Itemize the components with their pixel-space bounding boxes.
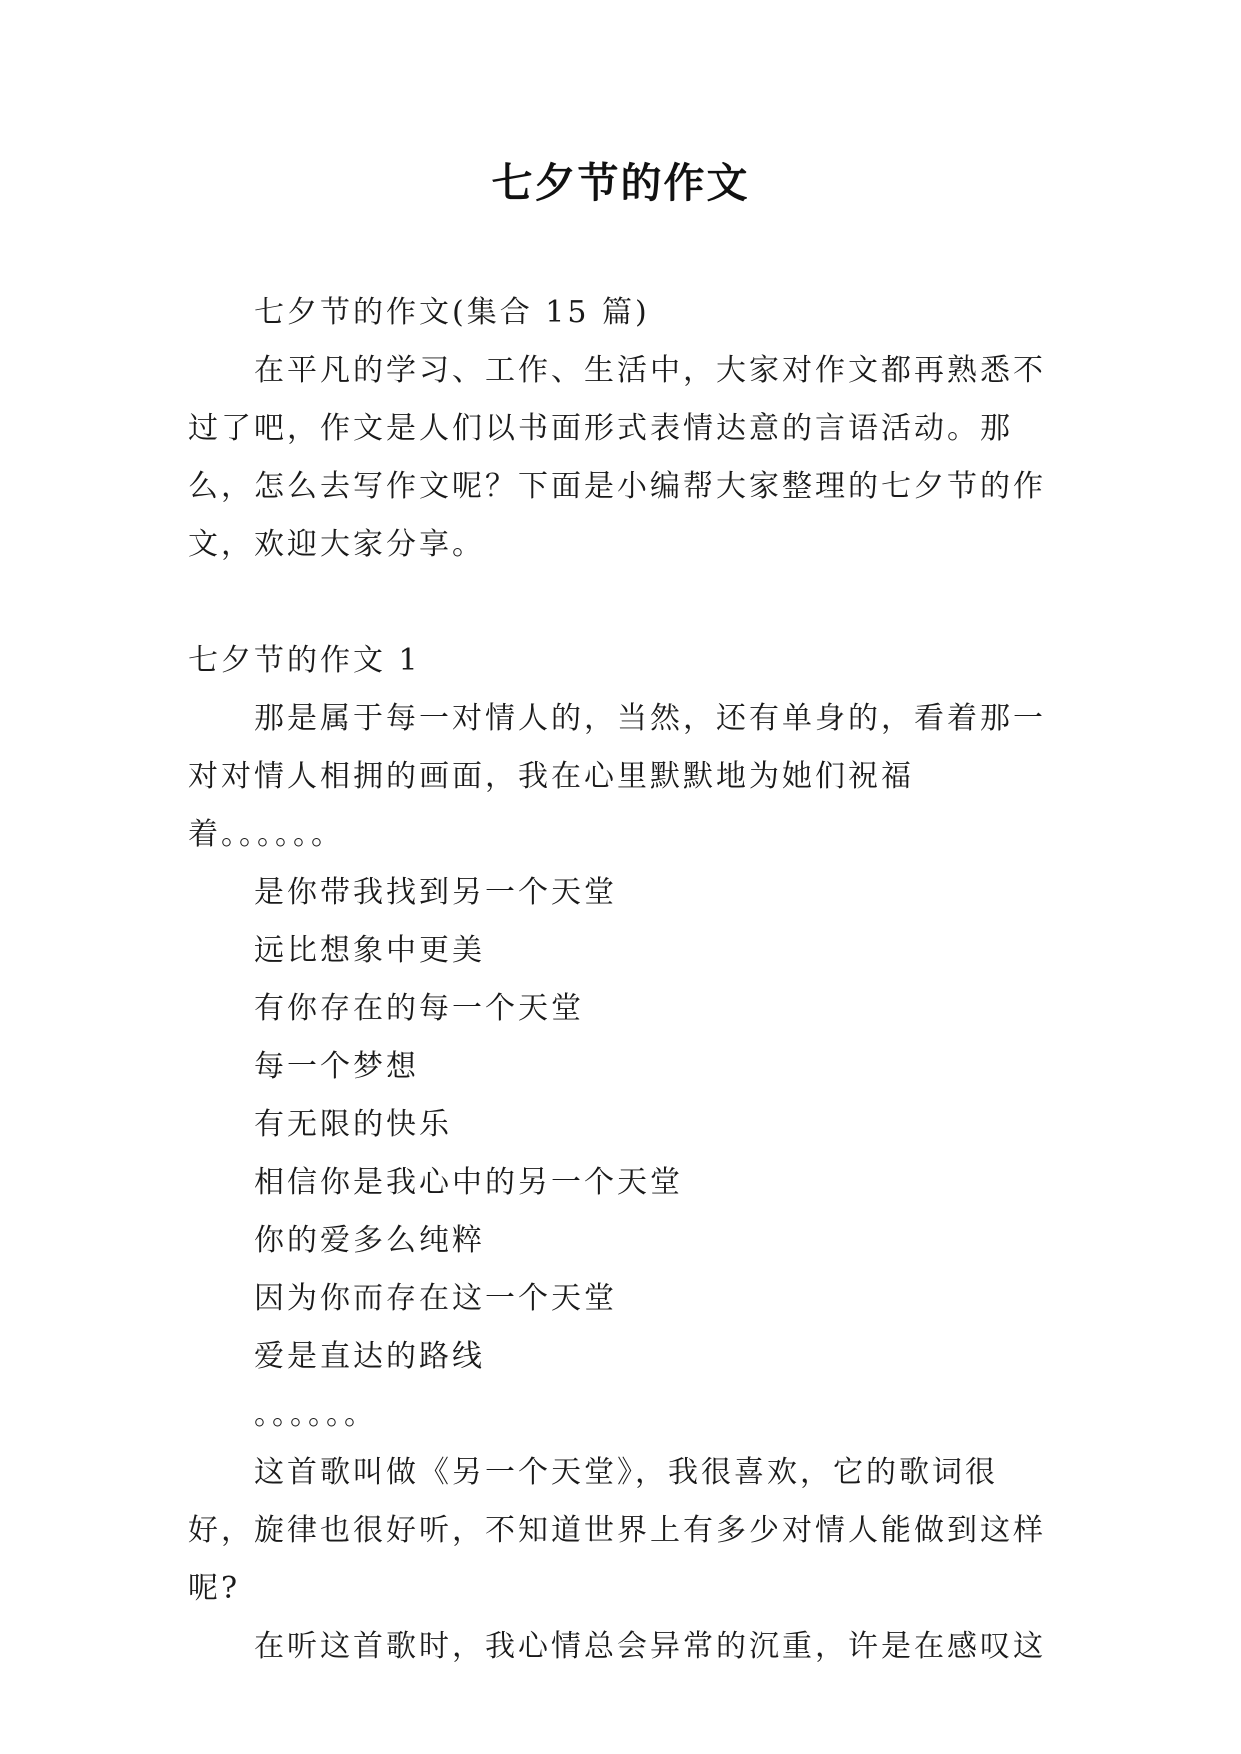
body-paragraph-2: 这首歌叫做《另一个天堂》，我很喜欢，它的歌词很好，旋律也很好听，不知道世界上有多少对情人能做到这样呢? xyxy=(188,1455,1046,1606)
lyric-line: 有无限的快乐 xyxy=(254,1107,452,1142)
lyric-line: 每一个梦想 xyxy=(254,1049,419,1084)
lyric-line: 有你存在的每一个天堂 xyxy=(254,991,584,1026)
section-heading: 七夕节的作文 1 xyxy=(188,643,421,678)
lyric-line: 爱是直达的路线 xyxy=(254,1339,485,1374)
collection-subtitle: 七夕节的作文(集合 15 篇) xyxy=(254,295,650,330)
lyric-line: 远比想象中更美 xyxy=(254,933,485,968)
body-paragraph-1: 那是属于每一对情人的，当然，还有单身的，看着那一对对情人相拥的画面，我在心里默默地为她们祝福着。。。。。。 xyxy=(188,701,1046,852)
lyric-line: 相信你是我心中的另一个天堂 xyxy=(254,1165,683,1200)
spacer xyxy=(188,574,1058,632)
intro-paragraph: 在平凡的学习、工作、生活中，大家对作文都再熟悉不过了吧，作文是人们以书面形式表情达意的言语活动。那么，怎么去写作文呢？下面是小编帮大家整理的七夕节的作文，欢迎大家分享。 xyxy=(188,353,1046,562)
document-title: 七夕节的作文 xyxy=(491,159,750,207)
lyric-line: 你的爱多么纯粹 xyxy=(254,1223,485,1258)
lyric-line: 因为你而存在这一个天堂 xyxy=(254,1281,617,1316)
body-paragraph-3: 在听这首歌时，我心情总会异常的沉重，许是在感叹这 xyxy=(254,1629,1046,1664)
lyric-line: 是你带我找到另一个天堂 xyxy=(254,875,617,910)
document-body xyxy=(188,284,1058,1676)
lyric-ellipsis: 。。。。。。 xyxy=(254,1397,377,1432)
